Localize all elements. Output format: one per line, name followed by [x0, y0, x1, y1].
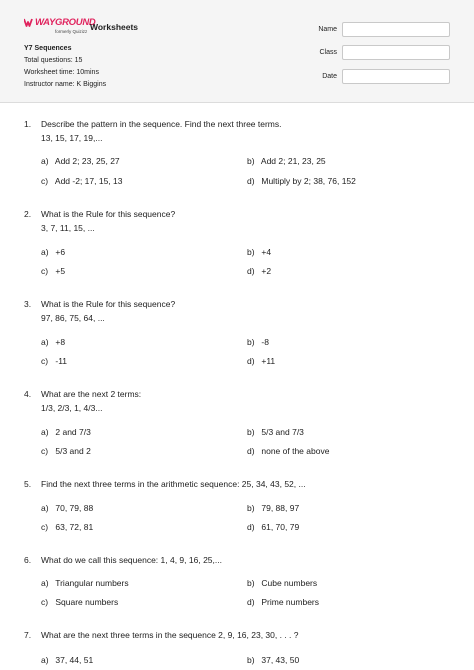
option-text: 37, 43, 50	[261, 655, 300, 665]
option-text: 5/3 and 2	[55, 446, 91, 456]
question-number: 2.	[24, 209, 32, 219]
option-c[interactable]	[41, 446, 91, 456]
option-letter: b)	[247, 156, 255, 166]
instructor-name: Instructor name: K Biggins	[24, 81, 107, 88]
option-letter: a)	[41, 156, 49, 166]
question-stem: What is the Rule for this sequence?	[41, 299, 176, 309]
option-text: 63, 72, 81	[55, 522, 94, 532]
question-stem: What are the next 2 terms:	[41, 389, 142, 399]
option-letter: a)	[41, 427, 49, 437]
option-text: 37, 44, 51	[55, 655, 94, 665]
name-label: Name	[318, 26, 337, 33]
wayground-logo	[24, 17, 96, 37]
date-field[interactable]	[342, 69, 450, 84]
option-letter: c)	[41, 176, 49, 186]
option-letter: b)	[247, 503, 255, 513]
option-c[interactable]	[41, 176, 122, 186]
option-text: +11	[261, 356, 276, 366]
option-letter: a)	[41, 247, 49, 257]
question-sequence: 97, 86, 75, 64, ...	[41, 313, 105, 323]
option-d[interactable]	[247, 446, 329, 456]
question-sequence: 1/3, 2/3, 1, 4/3...	[41, 403, 103, 413]
question-number: 7.	[24, 630, 32, 640]
option-c[interactable]	[41, 522, 93, 532]
question-number: 1.	[24, 119, 32, 129]
option-a[interactable]	[41, 337, 65, 347]
class-field[interactable]	[342, 45, 450, 60]
option-letter: c)	[41, 266, 49, 276]
question-number: 5.	[24, 479, 32, 489]
option-letter: d)	[247, 356, 255, 366]
option-text: Add -2; 17, 15, 13	[54, 176, 123, 186]
worksheet-meta	[24, 43, 106, 91]
option-text: none of the above	[261, 446, 330, 456]
question-number: 6.	[24, 555, 32, 565]
brand-subtitle: formerly Quizizz	[55, 29, 88, 34]
question-stem: Find the next three terms in the arithmetic sequence: 25, 34, 43, 52, ...	[41, 479, 306, 489]
option-letter: c)	[41, 597, 49, 607]
option-letter: c)	[41, 446, 49, 456]
option-letter: a)	[41, 655, 49, 665]
question-number: 3.	[24, 299, 32, 309]
option-letter: b)	[247, 337, 255, 347]
option-letter: a)	[41, 503, 49, 513]
option-text: Cube numbers	[261, 578, 318, 588]
option-letter: a)	[41, 337, 49, 347]
logo-mark-icon	[24, 18, 34, 27]
option-letter: a)	[41, 578, 49, 588]
option-text: +8	[55, 337, 66, 347]
option-text: Square numbers	[55, 597, 119, 607]
option-c[interactable]	[41, 266, 65, 276]
question-stem: What are the next three terms in the sequence 2, 9, 16, 23, 30, . . . ?	[41, 630, 299, 640]
option-text: Triangular numbers	[55, 578, 129, 588]
name-field[interactable]	[342, 22, 450, 37]
option-b[interactable]	[247, 337, 269, 347]
option-a[interactable]	[41, 655, 93, 665]
option-b[interactable]	[247, 156, 326, 166]
doc-type-label: Worksheets	[90, 22, 139, 32]
class-label: Class	[319, 49, 337, 56]
option-text: 79, 88, 97	[261, 503, 300, 513]
option-text: 70, 79, 88	[55, 503, 94, 513]
option-text: Prime numbers	[261, 597, 320, 607]
option-text: Add 2; 23, 25, 27	[54, 156, 120, 166]
option-text: +6	[55, 247, 66, 257]
option-b[interactable]	[247, 503, 299, 513]
option-text: Multiply by 2; 38, 76, 152	[261, 176, 356, 186]
option-b[interactable]	[247, 247, 271, 257]
option-d[interactable]	[247, 597, 319, 607]
question-stem: What is the Rule for this sequence?	[41, 209, 176, 219]
option-text: +5	[55, 266, 66, 276]
option-text: -11	[55, 356, 68, 366]
question-sequence: 13, 15, 17, 19,...	[41, 133, 103, 143]
worksheet-header	[0, 0, 474, 103]
option-letter: d)	[247, 176, 255, 186]
option-text: -8	[261, 337, 269, 347]
option-letter: b)	[247, 655, 255, 665]
option-c[interactable]	[41, 597, 118, 607]
option-letter: b)	[247, 247, 255, 257]
option-a[interactable]	[41, 247, 65, 257]
option-a[interactable]	[41, 156, 120, 166]
question-number: 4.	[24, 389, 32, 399]
option-letter: b)	[247, 578, 255, 588]
option-d[interactable]	[247, 356, 275, 366]
option-letter: b)	[247, 427, 255, 437]
option-a[interactable]	[41, 503, 93, 513]
option-text: +4	[261, 247, 272, 257]
brand-name: WAYGROUND	[35, 17, 96, 28]
option-text: +2	[261, 266, 272, 276]
option-d[interactable]	[247, 176, 356, 186]
worksheet-time: Worksheet time: 10mins	[24, 69, 99, 76]
option-text: 2 and 7/3	[55, 427, 91, 437]
option-letter: d)	[247, 446, 255, 456]
option-letter: d)	[247, 266, 255, 276]
worksheet-title: Y7 Sequences	[24, 45, 72, 52]
option-a[interactable]	[41, 578, 129, 588]
question-sequence: 3, 7, 11, 15, ...	[41, 223, 95, 233]
option-b[interactable]	[247, 427, 304, 437]
option-letter: c)	[41, 356, 49, 366]
total-questions: Total questions: 15	[24, 57, 83, 64]
option-text: Add 2; 21, 23, 25	[260, 156, 326, 166]
option-d[interactable]	[247, 522, 299, 532]
option-letter: c)	[41, 522, 49, 532]
question-stem: Describe the pattern in the sequence. Find the next three terms.	[41, 119, 282, 129]
option-text: 5/3 and 7/3	[261, 427, 304, 437]
option-letter: d)	[247, 597, 255, 607]
option-a[interactable]	[41, 427, 91, 437]
option-letter: d)	[247, 522, 255, 532]
option-text: 61, 70, 79	[261, 522, 300, 532]
date-label: Date	[322, 73, 337, 80]
option-b[interactable]	[247, 655, 299, 665]
option-c[interactable]	[41, 356, 67, 366]
option-b[interactable]	[247, 578, 317, 588]
question-stem: What do we call this sequence: 1, 4, 9, 16, 25,...	[41, 555, 222, 565]
option-d[interactable]	[247, 266, 271, 276]
